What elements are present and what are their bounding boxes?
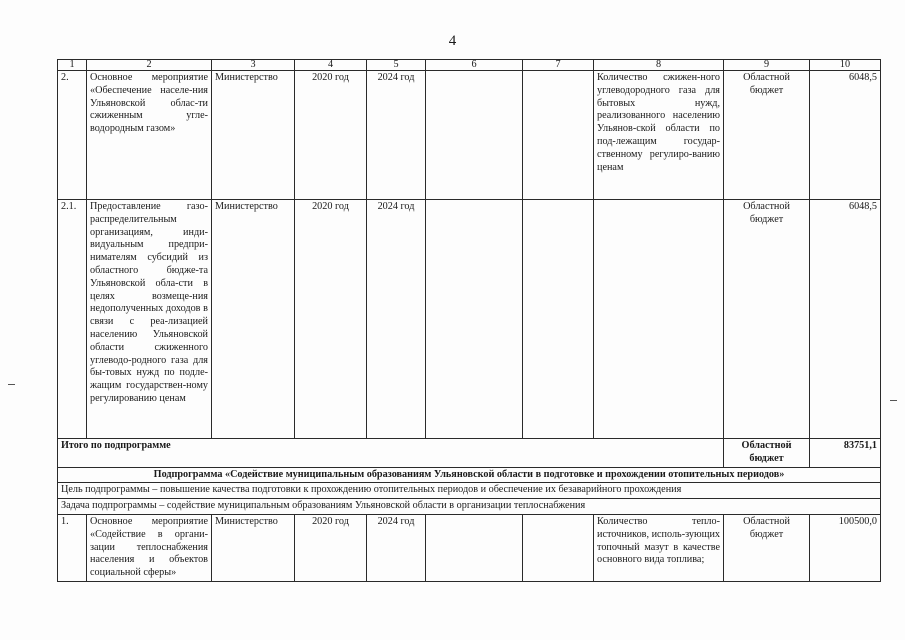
total-row xyxy=(58,439,881,468)
row-number: 1. xyxy=(58,514,87,581)
end-year: 2024 год xyxy=(367,71,426,200)
column-header: 1 xyxy=(58,60,87,71)
column-header-row xyxy=(58,60,881,71)
funding-amount: 100500,0 xyxy=(810,514,881,581)
activity-name: Предоставление газо-распределительным организациям, инди-видуальным предпри-нимателям субсидий из областного бюдже-та Ульяновской обла-сти в целях возмеще-ния недополученных доходов в связи с реа-лизацией населению Ульяновской области сжиженного углеводо-родного газа для бы-товых нужд по подле-жащим государствен-ному регулированию ценам xyxy=(87,200,212,439)
executor: Министерство xyxy=(212,514,295,581)
subprogram-goal-row xyxy=(58,483,881,499)
funding-source: Областной бюджет xyxy=(724,71,810,200)
row-number: 2.1. xyxy=(58,200,87,439)
column-header: 3 xyxy=(212,60,295,71)
subprogram-task: Задача подпрограммы – содействие муниципальным образованиям Ульяновской области в организации теплоснабжения xyxy=(58,499,881,515)
funding-source: Областной бюджет xyxy=(724,514,810,581)
target-indicator: Количество тепло-источников, исполь-зующих топочный мазут в качестве основного вида топлива; xyxy=(594,514,724,581)
program-table xyxy=(57,59,881,582)
subprogram-task-row xyxy=(58,499,881,515)
column-header: 5 xyxy=(367,60,426,71)
end-year: 2024 год xyxy=(367,200,426,439)
executor: Министерство xyxy=(212,71,295,200)
total-funding-source: Областной бюджет xyxy=(724,439,810,468)
subprogram-title-row xyxy=(58,467,881,483)
start-year: 2020 год xyxy=(295,200,367,439)
column-header: 6 xyxy=(426,60,523,71)
empty-cell xyxy=(594,200,724,439)
column-header: 9 xyxy=(724,60,810,71)
page-number: 4 xyxy=(448,33,457,49)
column-header: 4 xyxy=(295,60,367,71)
subprogram-title: Подпрограмма «Содействие муниципальным образованиям Ульяновской области в подготовке и прохождении отопительных периодов» xyxy=(58,467,881,483)
scan-mark xyxy=(890,400,897,401)
scan-mark xyxy=(8,384,15,385)
table-row xyxy=(58,514,881,581)
empty-cell xyxy=(523,514,594,581)
end-year: 2024 год xyxy=(367,514,426,581)
column-header: 10 xyxy=(810,60,881,71)
funding-amount: 6048,5 xyxy=(810,71,881,200)
start-year: 2020 год xyxy=(295,71,367,200)
empty-cell xyxy=(426,514,523,581)
column-header: 7 xyxy=(523,60,594,71)
row-number: 2. xyxy=(58,71,87,200)
column-header: 8 xyxy=(594,60,724,71)
total-amount: 83751,1 xyxy=(810,439,881,468)
table-row xyxy=(58,71,881,200)
activity-name: Основное мероприятие «Обеспечение населе-ния Ульяновской облас-ти сжиженным угле-водородным газом» xyxy=(87,71,212,200)
total-label: Итого по подпрограмме xyxy=(58,439,724,468)
column-header: 2 xyxy=(87,60,212,71)
start-year: 2020 год xyxy=(295,514,367,581)
empty-cell xyxy=(523,200,594,439)
funding-amount: 6048,5 xyxy=(810,200,881,439)
funding-source: Областной бюджет xyxy=(724,200,810,439)
empty-cell xyxy=(426,200,523,439)
activity-name: Основное мероприятие «Содействие в органи-зации теплоснабжения населения и объектов социальной сферы» xyxy=(87,514,212,581)
target-indicator: Количество сжижен-ного углеводородного газа для бытовых нужд, реализованного населению Ульянов-ской области по под-лежащим государ-ственному регулиро-ванию ценам xyxy=(594,71,724,200)
subprogram-goal: Цель подпрограммы – повышение качества подготовки к прохождению отопительных периодов и обеспечение их безаварийного прохождения xyxy=(58,483,881,499)
empty-cell xyxy=(523,71,594,200)
executor: Министерство xyxy=(212,200,295,439)
table-row xyxy=(58,200,881,439)
empty-cell xyxy=(426,71,523,200)
